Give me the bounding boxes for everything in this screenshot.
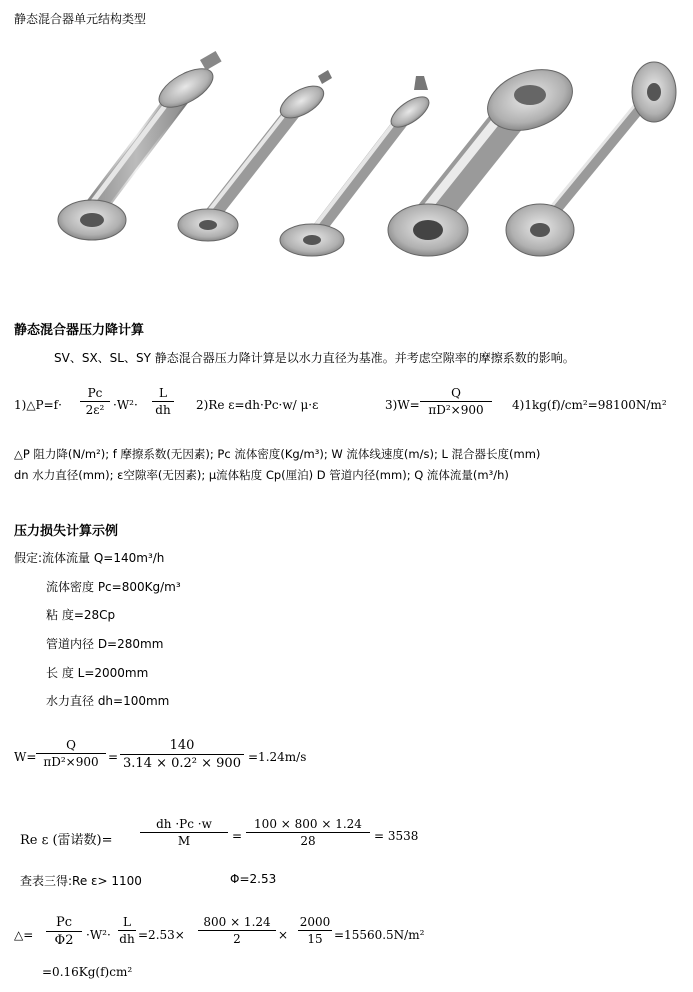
formula2: 2)Re ε=dh·Pc·w/ μ·ε (196, 398, 319, 412)
calc-dp-fraction-4 (298, 915, 332, 946)
formula3-num: Q (451, 386, 461, 400)
page-title: 静态混合器单元结构类型 (14, 12, 147, 26)
calc-dp-den-2: dh (119, 932, 135, 946)
calc-w-result: =1.24m/s (248, 750, 307, 764)
given-viscosity: 粘 度=28Cp (46, 608, 116, 622)
calc-dp-mid2: =2.53× (138, 928, 185, 942)
calc-dp-num-4: 2000 (299, 915, 331, 929)
section2-heading: 压力损失计算示例 (14, 524, 119, 539)
given-hydraulic-diameter: 水力直径 dh=100mm (46, 694, 170, 708)
calc-dp-num-2: L (123, 915, 131, 929)
calc-re-fraction-1 (140, 817, 228, 848)
given-diameter: 管道内径 D=280mm (46, 637, 164, 651)
calc-dp-num-1: Pc (55, 915, 73, 930)
calc-dp-den-4: 15 (307, 932, 323, 946)
legend-line-1: △P 阻力降(N/m²); f 摩擦系数(无因素); Pc 流体密度(Kg/m³); W 流体线速度(m/s); L 混合器长度(mm) (14, 447, 541, 461)
given-flow: 假定:流体流量 Q=140m³/h (14, 551, 165, 565)
mixer-illustrations (0, 40, 693, 280)
calc-dp-mid: ·W²· (86, 928, 111, 942)
lookup-text: 查表三得:Re ε> 1100 (20, 874, 142, 888)
calc-dp-den-3: 2 (233, 932, 241, 946)
formula1-prefix: 1)△P=f· (14, 398, 62, 412)
calc-w-num-2: 140 (169, 738, 195, 753)
formula3-den: πD²×900 (428, 403, 484, 417)
section1-intro: SV、SX、SL、SY 静态混合器压力降计算是以水力直径为基准。并考虑空隙率的摩擦系数的影响。 (54, 351, 575, 365)
calc-re-num-2: 100 × 800 × 1.24 (254, 817, 362, 831)
section1-heading: 静态混合器压力降计算 (14, 323, 145, 338)
calc-w-den-1: πD²×900 (43, 755, 99, 769)
calc-w-fraction-2 (120, 738, 244, 771)
formula3-prefix: 3)W= (385, 398, 420, 412)
formula1-den-b: dh (155, 403, 171, 417)
calc-dp-fraction-2 (118, 915, 136, 946)
calc-re-den-1: M (177, 834, 191, 848)
legend-line-2: dn 水力直径(mm); ε空隙率(无因素); μ流体粘度 Cp(厘泊) D 管道内径(mm); Q 流体流量(m³/h) (14, 468, 509, 482)
calc-dp-lhs: △= (14, 928, 34, 942)
formula4: 4)1kg(f)/cm²=98100N/m² (512, 398, 667, 412)
formula1-den-a: 2ε² (85, 403, 105, 417)
formula1-num-a: Pc (87, 386, 103, 400)
given-density: 流体密度 Pc=800Kg/m³ (46, 580, 181, 594)
calc-re-den-2: 28 (300, 834, 316, 848)
calc-dp-fraction-3 (198, 915, 276, 946)
calc-w-fraction-1 (36, 738, 106, 769)
calc-re-eq: = (232, 829, 243, 843)
mixer-unit-2 (178, 70, 332, 241)
calc-w-lhs: W= (14, 750, 37, 764)
formula1-num-b: L (159, 386, 167, 400)
calc-dp-fraction-1 (46, 915, 82, 948)
formula1-fraction-a (80, 386, 110, 417)
calc-w-num-1: Q (66, 738, 76, 752)
calc-dp-result: =15560.5N/m² (334, 928, 425, 942)
calc-re-num-1: dh ·Pc ·w (156, 817, 212, 831)
calc-re-fraction-2 (246, 817, 370, 848)
calc-w-eq: = (108, 750, 119, 764)
formula1-fraction-b (152, 386, 174, 417)
lookup-phi: Φ=2.53 (230, 872, 277, 886)
formula3-fraction (420, 386, 492, 417)
given-length: 长 度 L=2000mm (46, 666, 149, 680)
formula1-mid: ·W²· (113, 398, 138, 412)
calc-dp-den-1: Φ2 (54, 933, 74, 948)
calc-re-lhs: Re ε (雷诺数)= (20, 833, 113, 848)
calc-w-den-2: 3.14 × 0.2² × 900 (123, 756, 241, 771)
calc-re-result: = 3538 (374, 829, 419, 843)
calc-dp-times: × (278, 928, 289, 942)
final-result: =0.16Kg(f)cm² (42, 965, 133, 979)
calc-dp-num-3: 800 × 1.24 (203, 915, 271, 929)
